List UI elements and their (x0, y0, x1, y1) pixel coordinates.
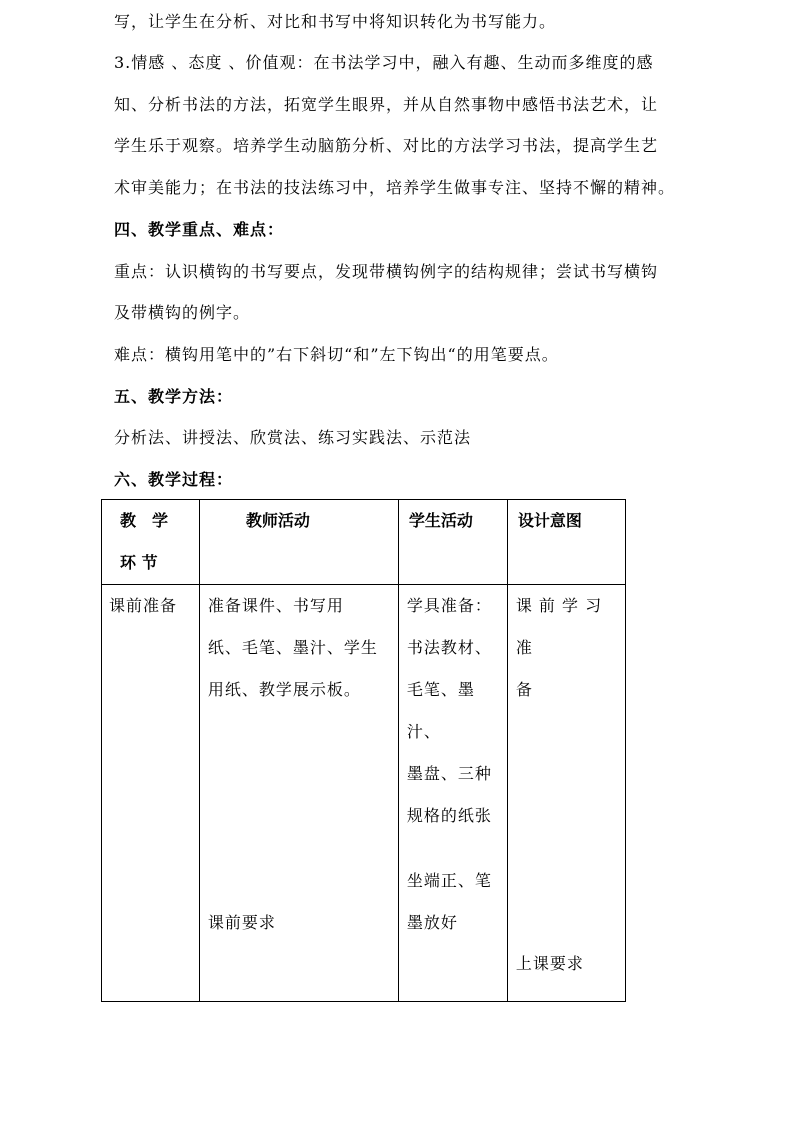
student-line: 书法教材、 (406, 638, 492, 657)
header-intent (507, 500, 625, 585)
table-header-row (102, 500, 626, 585)
paragraph-line: 及带横钩的例字。 (114, 303, 251, 322)
teacher-line: 课前要求 (207, 913, 276, 932)
paragraph-line: 重点：认识横钩的书写要点，发现带横钩例字的结构规律；尝试书写横钩 (114, 262, 659, 281)
header-teacher (199, 500, 398, 585)
student-line: 墨盘、三种 (406, 764, 492, 783)
paragraph-line: 难点：横钩用笔中的”右下斜切“和”左下钩出“的用笔要点。 (114, 345, 559, 364)
header-stage-line2: 环 节 (120, 553, 158, 572)
intent-line: 上课要求 (515, 954, 584, 973)
header-intent-label: 设计意图 (517, 511, 582, 530)
teaching-process-table (101, 499, 626, 1002)
stage-label: 课前准备 (109, 596, 178, 615)
paragraph-line: 分析法、讲授法、欣赏法、练习实践法、示范法 (114, 428, 472, 447)
teacher-line: 纸、毛笔、墨汁、学生 (207, 638, 378, 657)
section-heading: 四、教学重点、难点： (114, 220, 285, 239)
header-student (398, 500, 507, 585)
cell-intent (507, 585, 625, 1002)
header-teacher-label: 教师活动 (245, 511, 310, 530)
intent-line: 备 (515, 680, 533, 699)
student-line: 坐端正、笔 (406, 871, 492, 890)
student-line: 毛笔、墨汁、 (406, 680, 475, 741)
paragraph-line: 学生乐于观察。培养学生动脑筋分析、对比的方法学习书法，提高学生艺 (114, 136, 659, 155)
paragraph-line: 术审美能力；在书法的技法练习中，培养学生做事专注、坚持不懈的精神。 (114, 178, 676, 197)
teacher-line: 准备课件、书写用 (207, 596, 344, 615)
student-line: 墨放好 (406, 913, 458, 932)
paragraph-line: 写，让学生在分析、对比和书写中将知识转化为书写能力。 (114, 12, 557, 31)
table-row (102, 585, 626, 1002)
section-heading: 六、教学过程： (114, 470, 234, 489)
paragraph-line: 知、分析书法的方法，拓宽学生眼界，并从自然事物中感悟书法艺术，让 (114, 95, 659, 114)
header-stage (102, 500, 200, 585)
intent-line: 课 前 学 习 准 (515, 596, 603, 657)
section-heading: 五、教学方法： (114, 387, 234, 406)
student-line: 规格的纸张 (406, 806, 492, 825)
header-student-label: 学生活动 (408, 511, 473, 530)
teacher-line: 用纸、教学展示板。 (207, 680, 361, 699)
paragraph-line: 3.情感 、态度 、价值观：在书法学习中，融入有趣、生动而多维度的感 (114, 53, 654, 72)
cell-stage (102, 585, 200, 1002)
header-stage-line1: 教 学 (120, 511, 169, 530)
cell-teacher (199, 585, 398, 1002)
cell-student (398, 585, 507, 1002)
student-line: 学具准备： (406, 596, 492, 615)
